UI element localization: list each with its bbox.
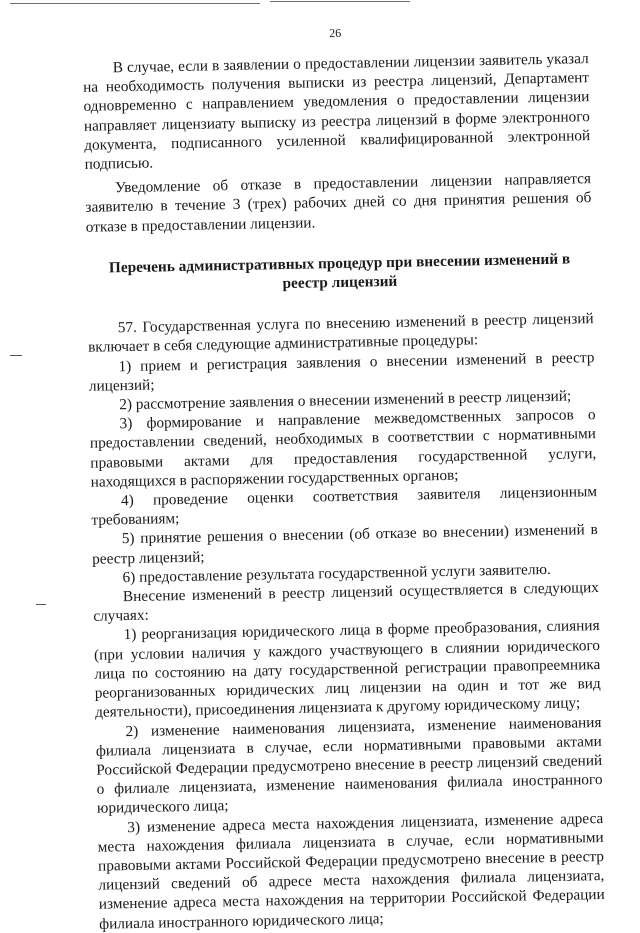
clause-57-intro: 57. Государственная услуга по внесению изменений в реестр лицензий включает в себя следующие административные процедуры: <box>87 310 594 357</box>
margin-mark <box>10 355 22 356</box>
scan-edge-line <box>10 3 260 4</box>
procedure-item: 4) проведение оценки соответствия заявителя лицензионным требованиям; <box>91 483 598 530</box>
case-item: 3) изменение адреса места нахождения лицензиата, изменение адреса места нахождения филиала лицензиата в случае, если нормативными правовыми актами Российской Федерации предусмотрено внесение в реестр лицензий сведений об адресе места нахождения филиала лицензиата, изменение адреса места нахождения на территории Российской Федерации филиала иностранного юридического лица; <box>97 809 605 933</box>
procedure-item: 2) рассмотрение заявления о внесении изменений в реестр лицензий; <box>119 387 572 414</box>
document-page <box>82 21 605 933</box>
cases-intro: Внесение изменений в реестр лицензий осуществляется в следующих случаях: <box>93 579 599 626</box>
procedure-item: 5) принятие решения о внесении (об отказе во внесении) изменений в реестр лицензий; <box>92 521 598 568</box>
section-heading: Перечень административных процедур при внесении изменений в реестр лицензий <box>108 250 571 293</box>
case-item: 1) реорганизация юридического лица в форме преобразования, слияния (при условии наличия у каждого участвующего в слиянии юридического лица по состоянию на дату государственной регистрации правопреемника реорганизованных юридических лиц лицензии на один и тот же вид деятельности), присоединения лицензиата к другому юридическому лицу; <box>93 617 601 722</box>
scan-edge-line <box>270 1 410 2</box>
paragraph-extract-notice: В случае, если в заявлении о предоставлении лицензии заявитель указал на необходимость получения выписки из реестра лицензий, Департамент одновременно с направлением уведомления о предоставлении лицензии направляет лицензиату выписку из реестра лицензий в форме электронного документа, подписанного усиленной квалифицированной электронной подписью. <box>82 50 591 173</box>
page-number: 26 <box>329 25 342 41</box>
procedure-item: 6) предоставление результата государственной услуги заявителю. <box>122 560 551 587</box>
paragraph-refusal-notice: Уведомление об отказе в предоставлении лицензии направляется заявителю в течение 3 (трех) рабочих дней со дня принятия решения об отказе в предоставлении лицензии. <box>85 170 592 236</box>
case-item: 2) изменение наименования лицензиата, изменение наименования филиала лицензиата в случае, если нормативными правовыми актами Российской Федерации предусмотрено внесение в реестр лицензий сведений о филиале лицензиата, изменение наименования филиала иностранного юридического лица; <box>95 713 603 818</box>
margin-mark <box>36 604 46 605</box>
procedure-item: 3) формирование и направление межведомственных запросов о предоставлении сведений, необходимых в соответствии с нормативными правовыми актами для предоставления государственной услуги, находящихся в распоряжении государственных органов; <box>89 406 597 491</box>
procedure-item: 1) прием и регистрация заявления о внесении изменений в реестр лицензий; <box>88 348 595 395</box>
